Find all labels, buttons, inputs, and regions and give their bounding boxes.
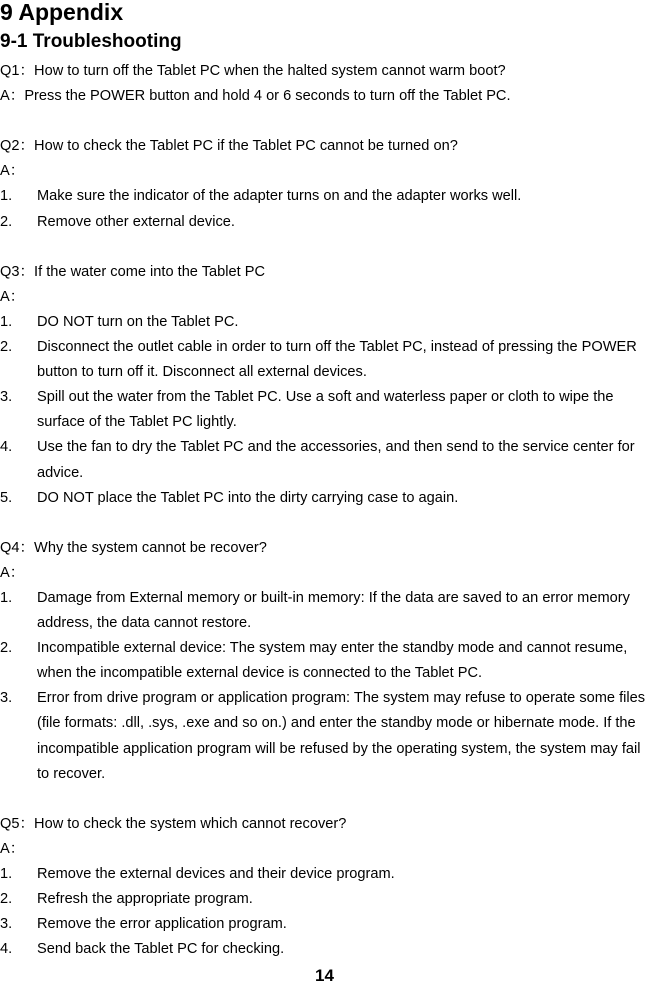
spacer (0, 235, 649, 260)
list-item (0, 586, 649, 636)
question-text: Q2：How to check the Tablet PC if the Tablet PC cannot be turned on? (0, 138, 458, 155)
spacer (0, 787, 649, 812)
list-number: 5. (0, 489, 13, 506)
question-text: Q1：How to turn off the Tablet PC when the halted system cannot warm boot? (0, 63, 506, 79)
list-text: Refresh the appropriate program. (37, 891, 253, 908)
answer-text: A：Press the POWER button and hold 4 or 6 seconds to turn off the Tablet PC. (0, 88, 511, 105)
page-number: 14 (315, 966, 334, 985)
list-number: 2. (0, 640, 13, 657)
chapter-heading: 9 Appendix (0, 0, 124, 25)
list-text: Incompatible external device: The system may enter the standby mode and cannot resume, when the incompatible external device is connected to the Tablet PC. (37, 640, 628, 682)
qa-section-2 (0, 134, 649, 234)
list-number: 2. (0, 339, 13, 356)
question-text: Q4：Why the system cannot be recover? (0, 539, 267, 556)
list-item (0, 385, 649, 435)
list-text: Spill out the water from the Tablet PC. Use a soft and waterless paper or cloth to wipe the surface of the Tablet PC lightly. (37, 389, 614, 431)
list-number: 4. (0, 941, 13, 958)
list-item (0, 887, 649, 912)
list-text: Remove the external devices and their device program. (37, 866, 395, 882)
list-number: 3. (0, 690, 13, 707)
list-item (0, 686, 649, 786)
question-text: Q5：How to check the system which cannot recover? (0, 815, 347, 832)
list-item (0, 636, 649, 686)
answer-label: A： (0, 564, 25, 581)
list-text: DO NOT turn on the Tablet PC. (37, 313, 239, 330)
list-number: 3. (0, 916, 13, 933)
list-number: 4. (0, 439, 13, 456)
list-text: DO NOT place the Tablet PC into the dirty carrying case to again. (37, 489, 459, 506)
list-item (0, 184, 649, 209)
qa-section-1 (0, 59, 649, 109)
answer-label: A： (0, 288, 25, 305)
list-item (0, 310, 649, 335)
spacer (0, 511, 649, 536)
answer-label: A： (0, 163, 25, 180)
list-text: Send back the Tablet PC for checking. (37, 941, 285, 958)
list-number: 2. (0, 213, 13, 230)
section-heading: 9-1 Troubleshooting (0, 31, 182, 52)
list-number: 1. (0, 866, 13, 882)
list-number: 3. (0, 389, 13, 406)
list-item (0, 210, 649, 235)
list-item (0, 912, 649, 937)
troubleshooting-content (0, 59, 649, 962)
list-text: Remove other external device. (37, 213, 235, 230)
list-number: 1. (0, 188, 13, 205)
answer-label: A： (0, 840, 25, 857)
list-item (0, 435, 649, 485)
list-number: 1. (0, 313, 13, 330)
list-text: Remove the error application program. (37, 916, 287, 933)
list-number: 1. (0, 589, 13, 606)
list-text: Damage from External memory or built-in memory: If the data are saved to an error memory address, the data cannot restore. (37, 589, 630, 632)
list-item (0, 335, 649, 385)
list-text: Error from drive program or application program: The system may refuse to operate some files (file formats: .dll, .sys, .exe and so on.) and enter the standby mode or hibernate mode. If the incompatible application program will be refused by the operating system, the system may fail to recover. (37, 690, 646, 782)
list-item (0, 862, 649, 887)
qa-section-3 (0, 260, 649, 511)
list-item (0, 486, 649, 511)
qa-section-4 (0, 536, 649, 787)
list-text: Disconnect the outlet cable in order to turn off the Tablet PC, instead of pressing the POWER button to turn off it. Disconnect all external devices. (37, 339, 637, 381)
qa-section-5 (0, 812, 649, 963)
list-text: Use the fan to dry the Tablet PC and the accessories, and then send to the service center for advice. (37, 439, 635, 481)
list-item (0, 937, 649, 962)
spacer (0, 109, 649, 134)
list-number: 2. (0, 891, 13, 908)
question-text: Q3：If the water come into the Tablet PC (0, 263, 265, 280)
list-text: Make sure the indicator of the adapter turns on and the adapter works well. (37, 188, 522, 205)
